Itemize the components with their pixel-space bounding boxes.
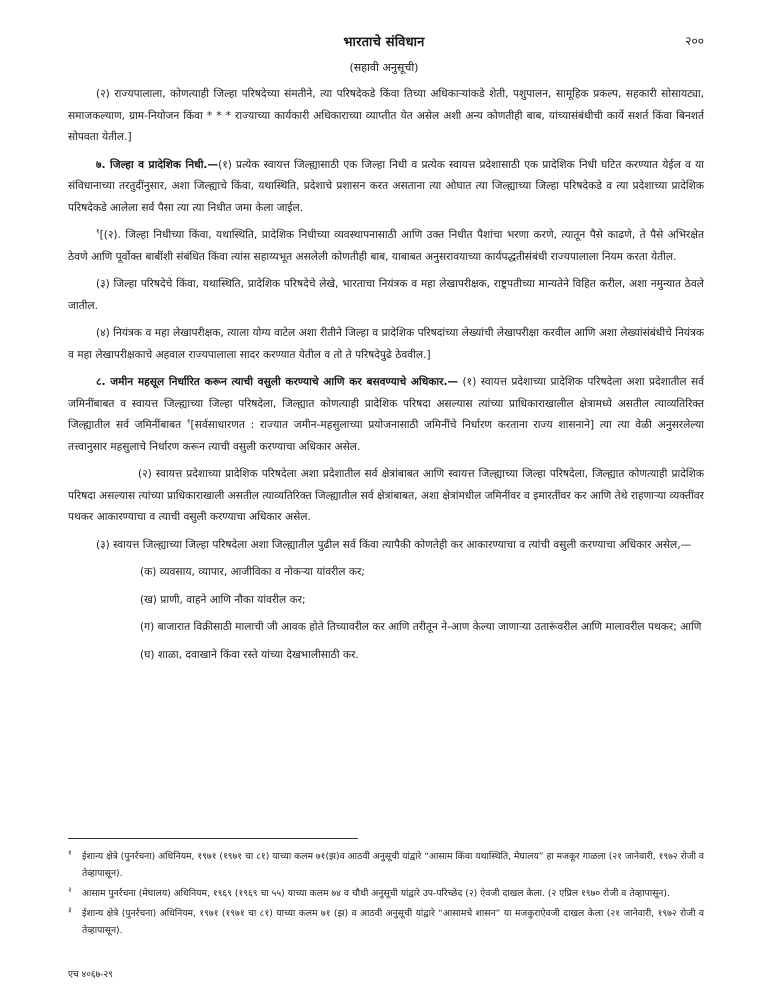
footnote-text: आसाम पुनर्रचना (मेघालय) अधिनियम, १९६९ (१९६९ चा ५५) याच्या कलम ७४ व चौथी अनुसूची यांद्वारे उप-परिच्छेद (२) ऐवजी दाखल केला. (२ एप्रिल १९७० रोजी व तेव्हापासून). (82, 888, 670, 899)
section-8-paragraph-3: (३) स्वायत्त जिल्ह्याच्या जिल्हा परिषदेला अशा जिल्ह्यातील पुढील सर्व किंवा त्यापैकी कोणतेही कर आकारण्याचा व त्यांची वसुली करण्याचा अधिकार असेल,— (96, 538, 692, 551)
section-7-paragraph-3: (३) जिल्हा परिषदेचे किंवा, यथास्थिति, प्रादेशिक परिषदेचे लेखे, भारताचा नियंत्रक व महा लेखापरीक्षक, राष्ट्रपतीच्या मान्यतेने विहित करील, अशा नमुन्यात ठेवले जातील. (68, 278, 704, 312)
footnote-divider (68, 838, 358, 839)
section-7-paragraph-4: (४) नियंत्रक व महा लेखापरीक्षक, त्याला योग्य वाटेल अशा रीतीने जिल्हा व प्रादेशिक परिषदांच्या लेख्यांची लेखापरीक्षा करवील आणि अशा लेख्यांसंबंधीचे नियंत्रक व महा लेखापरीक्षकाचे अहवाल राज्यपालाला सादर करण्यात येतील व तो ते परिषदेपुढे ठेववील.] (68, 327, 704, 361)
footnote-text: ईशान्य क्षेत्रे (पुनर्रचना) अधिनियम, १९७१ (१९७१ चा ८१) याच्या कलम ७१(झ)व आठवी अनुसूची यांद्वारे “आसाम किंवा यथास्थिति, मेघालय” हा मजकूर गाळला (२१ जानेवारी, १९७२ रोजी व तेव्हापासून). (82, 851, 704, 879)
footnote-marker: १ (68, 849, 72, 857)
footnote-ref: १ (186, 417, 191, 426)
footnote (68, 885, 704, 902)
page-title: भारताचे संविधान (343, 35, 425, 50)
section-8-text-b: [सर्वसाधारणत : राज्यात जमीन-महसुलाच्या प्रयोजनासाठी जमिनींचे निर्धारण करताना राज्य शासनाने] त्या त्या वेळी अनुसरलेल्या तत्त्वानुसार महसुलाचे निर्धारण करून त्याची वसुली करण्याचा अधिकार असेल. (68, 419, 704, 453)
page-subtitle: (सहावी अनुसूची) (349, 61, 419, 74)
section-7-paragraph-1 (68, 155, 704, 220)
footnote (68, 905, 704, 939)
page-number: २०० (685, 34, 704, 48)
section-7-paragraph-2 (68, 225, 704, 268)
section-7-title: ७. जिल्हा व प्रादेशिक निधी.— (96, 158, 219, 171)
page-code: एच ४०६७-२९ (68, 970, 113, 980)
list-item: (ग) बाजारात विक्रीसाठी मालाची जी आवक होते तिच्यावरील कर आणि तरीतून ने-आण केल्या जाणाऱ्या उतारूंवरील आणि मालावरील पथकर; आणि (140, 621, 702, 633)
footnote (68, 848, 704, 882)
section-7-2-text: [(२). जिल्हा निधीच्या किंवा, यथास्थिति, प्रादेशिक निधीच्या व्यवस्थापनासाठी आणि उक्त निधीत पैशांचा भरणा करणे, त्यातून पैसे काढणे, ते पैसे अभिरक्षेत ठेवणे आणि पूर्वोक्त बाबींशी संबंधित किंवा त्यांस सहाय्यभूत असलेली कोणतीही बाब, याबाबत अनुसरावयाच्या कार्यपद्धतीसंबंधी राज्यपालाला नियम करता येतील. (68, 229, 704, 263)
footnote-marker: २ (68, 886, 72, 894)
main-text (68, 84, 704, 672)
list-item: (ख) प्राणी, वाहने आणि नौका यांवरील कर; (140, 593, 306, 606)
paragraph-6-2: (२) राज्यपालाला, कोणत्याही जिल्हा परिषदेच्या संमतीने, त्या परिषदेकडे किंवा तिच्या अधिकाऱ्यांकडे शेती, पशुपालन, सामूहिक प्रकल्प, सहकारी सोसायट्या, समाजकल्याण, ग्राम-नियोजन किंवा * * * राज्याच्या कार्यकारी अधिकाराच्या व्याप्तीत येत असेल अशी अन्य कोणतीही बाब, यांच्यासंबंधीची कार्ये सशर्त किंवा बिनशर्त सोपवता येतील.] (68, 88, 704, 143)
section-8-title: ८. जमीन महसूल निर्धारित करून त्याची वसुली करण्याचे आणि कर बसवण्याचे अधिकार.— (96, 376, 459, 388)
list-item: (क) व्यवसाय, व्यापार, आजीविका व नोकऱ्या यांवरील कर; (140, 566, 365, 578)
section-8-paragraph-1 (68, 372, 704, 458)
footnote-text: ईशान्य क्षेत्रे (पुनर्रचना) अधिनियम, १९७१ (१९७१ चा ८१) याच्या कलम ७१ (झ) व आठवी अनुसूची यांद्वारे “आसामचे शासन” या मजकुराऐवजी दाखल केला (२१ जानेवारी, १९७२ रोजी व तेव्हापासून). (82, 908, 704, 936)
section-8-text-a: (१) स्वायत्त प्रदेशाच्या प्रादेशिक परिषदेला अशा प्रदेशातील सर्व जमिनींबाबत व स्वायत्त जिल्ह्याच्या जिल्हा परिषदेला, जिल्ह्यात कोणत्याही प्रादेशिक परिषदा असल्यास त्यांच्या प्राधिकाराखालील क्षेत्रामध्ये असतील त्याव्यतिरिक्त जिल्ह्यातील सर्व जमिनींबाबत (68, 376, 705, 431)
footnote-ref: १ (96, 227, 100, 236)
section-7-text: (१) प्रत्येक स्वायत्त जिल्ह्यासाठी एक जिल्हा निधी व प्रत्येक स्वायत्त प्रदेशासाठी एक प्रादेशिक निधी घटित करण्यात येईल व या संविधानाच्या तरतुदींनुसार, अशा जिल्ह्याचे किंवा, यथास्थिति, प्रदेशाचे प्रशासन करत असताना त्या ओघात त्या जिल्ह्याच्या जिल्हा परिषदेकडे व त्या प्रदेशाच्या प्रादेशिक परिषदेकडे आलेला सर्व पैसा त्या त्या निधीत जमा केला जाईल. (68, 158, 704, 214)
footnotes (68, 848, 704, 942)
list-item: (घ) शाळा, दवाखाने किंवा रस्ते यांच्या देखभालीसाठी कर. (140, 648, 359, 661)
section-8-paragraph-2: (२) स्वायत्त प्रदेशाच्या प्रादेशिक परिषदेला अशा प्रदेशातील सर्व क्षेत्रांबाबत आणि स्वायत्त जिल्ह्याच्या जिल्हा परिषदेला, जिल्ह्यात कोणत्याही प्रादेशिक परिषदा असल्यास त्यांच्या प्राधिकाराखाली असतील त्याव्यतिरिक्त जिल्ह्यातील सर्व क्षेत्रांबाबत, अशा क्षेत्रांमधील जमिनींवर व इमारतींवर कर आणि तेथे राहणाऱ्या व्यक्तींवर पथकर आकारण्याचा व त्याची वसुली करण्याचा अधिकार असेल. (68, 468, 704, 523)
footnote-marker: ३ (68, 906, 72, 914)
